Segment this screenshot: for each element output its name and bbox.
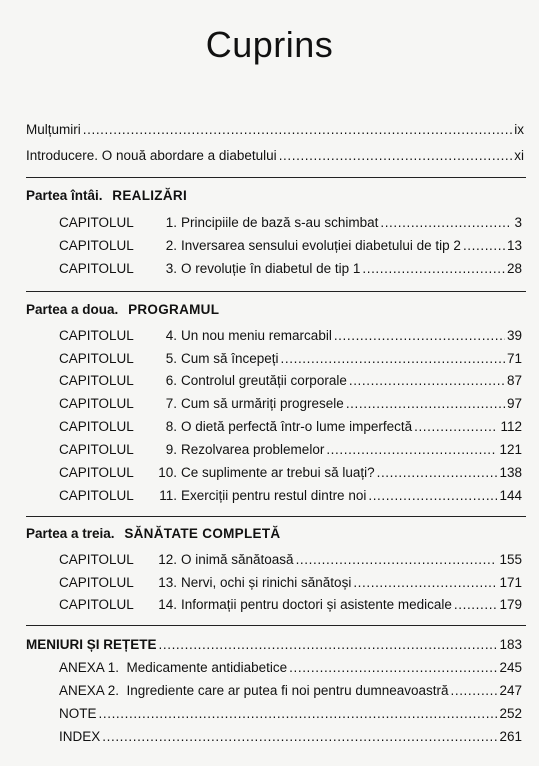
chapter-number: 4.	[165, 328, 177, 343]
dot-leader	[326, 441, 497, 459]
toc-entry-chapter-14[interactable]	[59, 596, 522, 614]
entry-page: 183	[499, 637, 522, 652]
toc-entry-chapter-4[interactable]	[59, 327, 522, 345]
dot-leader	[334, 327, 505, 345]
chapter-page: 13	[506, 238, 522, 253]
entry-label: Mulțumiri	[26, 122, 81, 137]
chapter-page: 39	[506, 328, 522, 343]
entry-page: 252	[499, 706, 522, 721]
chapter-number: 1.	[165, 215, 177, 230]
part-name: Partea a doua.	[26, 302, 119, 317]
toc-entry-chapter-11[interactable]	[59, 487, 522, 505]
chapter-title: Controlul greutății corporale	[181, 373, 347, 388]
dot-leader	[279, 147, 513, 165]
chapter-word: CAPITOLUL	[59, 465, 134, 480]
dot-leader	[451, 682, 498, 700]
entry-label: Introducere. O nouă abordare a diabetului	[26, 148, 277, 163]
part-title: REALIZĂRI	[112, 188, 187, 203]
toc-entry-chapter-3[interactable]	[59, 260, 522, 278]
toc-entry-chapter-12[interactable]	[59, 551, 522, 569]
chapter-title: O inimă sănătoasă	[181, 552, 294, 567]
entry-label: INDEX	[59, 729, 101, 744]
toc-entry-chapter-9[interactable]	[59, 441, 522, 459]
toc-entry-chapter-10[interactable]	[59, 464, 522, 482]
dot-leader	[380, 214, 512, 232]
dot-leader	[281, 350, 505, 368]
chapter-title: Inversarea sensului evoluției diabetului de tip 2	[181, 238, 461, 253]
chapter-page: 171	[499, 575, 522, 590]
toc-entry-menus-recipes[interactable]	[26, 636, 522, 654]
chapter-word: CAPITOLUL	[59, 328, 134, 343]
chapter-number: 5.	[165, 351, 177, 366]
chapter-title: O revoluție în diabetul de tip 1	[181, 261, 361, 276]
dot-leader	[159, 636, 498, 654]
part-name: Partea întâi.	[26, 188, 103, 203]
toc-entry-chapter-1[interactable]	[59, 214, 522, 232]
entry-page: xi	[514, 148, 524, 163]
section-divider	[26, 177, 526, 178]
section-divider	[26, 291, 526, 292]
chapter-title: Cum să urmăriți progresele	[181, 396, 344, 411]
chapter-word: CAPITOLUL	[59, 488, 134, 503]
entry-label: MENIURI ȘI REȚETE	[26, 637, 157, 652]
chapter-word: CAPITOLUL	[59, 442, 134, 457]
chapter-word: CAPITOLUL	[59, 419, 134, 434]
chapter-page: 179	[499, 597, 522, 612]
part-name: Partea a treia.	[26, 526, 115, 541]
section-divider	[26, 625, 526, 626]
part-heading-2	[26, 302, 219, 317]
chapter-title: Cum să începeți	[181, 351, 279, 366]
dot-leader	[346, 395, 505, 413]
chapter-number: 3.	[165, 261, 177, 276]
chapter-number: 6.	[165, 373, 177, 388]
entry-page: ix	[514, 122, 524, 137]
toc-entry-annex-2[interactable]	[59, 682, 522, 700]
chapter-page: 112	[500, 419, 522, 434]
chapter-page: 28	[506, 261, 522, 276]
chapter-word: CAPITOLUL	[59, 552, 134, 567]
toc-entry-chapter-5[interactable]	[59, 350, 522, 368]
chapter-number: 13.	[158, 575, 177, 590]
chapter-page: 97	[506, 396, 522, 411]
dot-leader	[377, 464, 498, 482]
toc-entry-chapter-13[interactable]	[59, 574, 522, 592]
section-divider	[26, 516, 526, 517]
entry-page: 261	[499, 729, 522, 744]
dot-leader	[353, 574, 497, 592]
dot-leader	[289, 659, 497, 677]
chapter-number: 2.	[165, 238, 177, 253]
chapter-title: O dietă perfectă într-o lume imperfectă	[181, 419, 413, 434]
part-heading-1	[26, 188, 187, 203]
part-title: PROGRAMUL	[128, 302, 220, 317]
chapter-title: Nervi, ochi și rinichi sănătoși	[181, 575, 352, 590]
chapter-title: Ce suplimente ar trebui să luați?	[181, 465, 375, 480]
chapter-page: 87	[506, 373, 522, 388]
entry-page: 245	[499, 660, 522, 675]
chapter-word: CAPITOLUL	[59, 261, 134, 276]
toc-entry-notes[interactable]	[59, 705, 522, 723]
chapter-page: 3	[514, 215, 522, 230]
chapter-page: 71	[506, 351, 522, 366]
chapter-page: 144	[499, 488, 522, 503]
chapter-word: CAPITOLUL	[59, 238, 134, 253]
toc-entry-chapter-2[interactable]	[59, 237, 522, 255]
dot-leader	[368, 487, 497, 505]
chapter-word: CAPITOLUL	[59, 597, 134, 612]
dot-leader	[99, 705, 498, 723]
entry-label: NOTE	[59, 706, 97, 721]
chapter-page: 121	[499, 442, 522, 457]
dot-leader	[102, 728, 497, 746]
chapter-title: Principiile de bază s-au schimbat	[181, 215, 379, 230]
dot-leader	[454, 596, 498, 614]
chapter-title: Rezolvarea problemelor	[181, 442, 325, 457]
dot-leader	[463, 237, 505, 255]
dot-leader	[296, 551, 498, 569]
toc-entry-acknowledgements[interactable]	[26, 121, 524, 139]
chapter-word: CAPITOLUL	[59, 215, 134, 230]
chapter-number: 12.	[158, 552, 177, 567]
chapter-word: CAPITOLUL	[59, 396, 134, 411]
part-heading-3	[26, 526, 280, 541]
toc-entry-index[interactable]	[59, 728, 522, 746]
toc-entry-chapter-7[interactable]	[59, 395, 522, 413]
dot-leader	[349, 372, 505, 390]
chapter-title: Exerciții pentru restul dintre noi	[181, 488, 367, 503]
dot-leader	[414, 418, 498, 436]
page-title: Cuprins	[205, 24, 334, 65]
toc-entry-chapter-6[interactable]	[59, 372, 522, 390]
chapter-word: CAPITOLUL	[59, 351, 134, 366]
dot-leader	[83, 121, 512, 139]
chapter-word: CAPITOLUL	[59, 373, 134, 388]
entry-page: 247	[499, 683, 522, 698]
entry-label: ANEXA 1. Medicamente antidiabetice	[59, 660, 288, 675]
chapter-number: 7.	[165, 396, 177, 411]
entry-label: ANEXA 2. Ingrediente care ar putea fi noi pentru dumneavoastră	[59, 683, 449, 698]
toc-entry-chapter-8[interactable]	[59, 418, 522, 436]
chapter-title: Un nou meniu remarcabil	[181, 328, 332, 343]
chapter-word: CAPITOLUL	[59, 575, 134, 590]
toc-entry-introduction[interactable]	[26, 147, 524, 165]
chapter-number: 14.	[158, 597, 177, 612]
chapter-page: 138	[499, 465, 522, 480]
chapter-number: 8.	[165, 419, 177, 434]
chapter-number: 11.	[159, 488, 177, 503]
part-title: SĂNĂTATE COMPLETĂ	[124, 526, 281, 541]
dot-leader	[362, 260, 505, 278]
chapter-title: Informații pentru doctori și asistente medicale	[181, 597, 452, 612]
toc-entry-annex-1[interactable]	[59, 659, 522, 677]
chapter-number: 9.	[165, 442, 177, 457]
chapter-page: 155	[499, 552, 522, 567]
chapter-number: 10.	[158, 465, 177, 480]
